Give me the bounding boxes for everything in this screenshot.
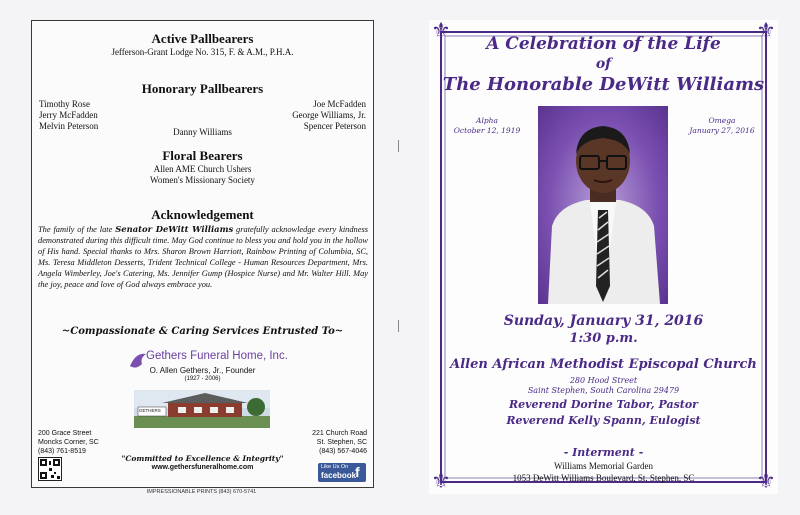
address-line: (843) 567-4046 <box>319 448 367 455</box>
interment-place: Williams Memorial Garden <box>553 461 654 471</box>
address-line: (843) 761-8519 <box>38 448 86 455</box>
ack-body: gratefully acknowledge every kindness demonstrated during this difficult time. May God continue to bless you and hold you in the hollow of His hand. Special thanks to Mrs. Sharon Brown Harriott, Rainbow Printing of Columbia, SC, Ms. Teresa Middleton Desserts, Trident Technical College - Human Resources Department, Mrs. Angela Wimberley, Joe's Catering, Ms. Jennifer Gump (Hospice Nurse) and Mr. Walter Hill. May the joy, peace and love of God always embrace you. <box>38 225 368 289</box>
active-pallbearers-lodge: Jefferson-Grant Lodge No. 315, F. & A.M., P.H.A. <box>111 47 294 57</box>
facebook-badge[interactable] <box>318 463 366 482</box>
active-pallbearers-title: Active Pallbearers <box>151 31 254 46</box>
list-item: Joe McFadden <box>313 99 366 109</box>
fleur-de-lis-icon: ⚜ <box>756 19 776 44</box>
interment-address: 1053 DeWitt Williams Boulevard, St. Stephen, SC <box>512 473 695 483</box>
portrait-photo <box>538 106 668 304</box>
list-item: Melvin Peterson <box>39 121 99 131</box>
service-date: Sunday, January 31, 2016 <box>503 313 704 329</box>
fleur-de-lis-icon: ⚜ <box>431 19 451 44</box>
facebook-like-label: Like Us On <box>321 464 349 470</box>
list-item: Timothy Rose <box>39 99 90 109</box>
back-panel <box>31 20 374 488</box>
address-line: 221 Church Road <box>312 430 367 437</box>
fold-mark-top <box>398 140 399 152</box>
list-item: Allen AME Church Ushers <box>153 164 252 174</box>
list-item: Women's Missionary Society <box>150 175 255 185</box>
alpha-label: Alpha <box>476 116 498 125</box>
floral-bearers-list <box>32 164 373 186</box>
fold-mark-bottom <box>398 320 399 332</box>
floral-bearers-title: Floral Bearers <box>162 148 243 163</box>
funeral-home-motto: "Committed to Excellence & Integrity" <box>121 454 284 463</box>
omega-block <box>684 116 760 136</box>
facebook-icon: f <box>355 464 360 480</box>
ack-lead: The family of the late <box>38 225 116 234</box>
list-item: Spencer Peterson <box>303 121 366 131</box>
funeral-home-name: Gethers Funeral Home, Inc. <box>146 350 288 362</box>
service-time: 1:30 p.m. <box>569 331 638 346</box>
funeral-home-founder: O. Allen Gethers, Jr., Founder <box>149 366 256 375</box>
eulogist-name: Reverend Kelly Spann, Eulogist <box>506 414 701 427</box>
fleur-de-lis-icon: ⚜ <box>431 469 451 494</box>
celebration-title: A Celebration of the Life <box>486 34 721 54</box>
title-of: of <box>595 56 612 72</box>
pastor-name: Reverend Dorine Tabor, Pastor <box>509 398 698 411</box>
address-line: Moncks Corner, SC <box>38 439 99 446</box>
front-cover <box>429 20 778 494</box>
address-moncks-corner <box>38 429 99 456</box>
funeral-home-tagline: ~Compassionate & Caring Services Entrusted To~ <box>61 326 344 337</box>
list-item: George Williams, Jr. <box>292 110 366 120</box>
omega-label: Omega <box>708 116 736 125</box>
acknowledgement-text <box>38 224 368 290</box>
funeral-home-website[interactable]: www.gethersfuneralhome.com <box>151 464 254 471</box>
funeral-home-photo <box>134 390 270 428</box>
alpha-block <box>449 116 525 136</box>
honorary-pallbearers-title: Honorary Pallbearers <box>141 81 264 96</box>
building-sign: GETHERS <box>139 408 161 413</box>
acknowledgement-title: Acknowledgement <box>151 207 254 222</box>
church-name: Allen African Methodist Episcopal Church <box>450 357 757 372</box>
facebook-wordmark: facebook <box>321 471 357 480</box>
deceased-name: The Honorable DeWitt Williams <box>442 74 765 95</box>
founder-years: (1927 - 2006) <box>184 376 221 382</box>
interment-title: - Interment - <box>563 446 644 459</box>
fleur-de-lis-icon: ⚜ <box>756 469 776 494</box>
printer-credit: IMPRESSIONABLE PRINTS (843) 670-5741 <box>146 489 257 495</box>
birth-date: October 12, 1919 <box>453 126 521 135</box>
death-date: January 27, 2016 <box>689 126 755 135</box>
ack-deceased-name: Senator DeWitt Williams <box>115 224 234 234</box>
church-address-street: 280 Hood Street <box>569 376 638 385</box>
address-line: 200 Grace Street <box>38 430 92 437</box>
church-address-city: Saint Stephen, South Carolina 29479 <box>527 386 680 395</box>
list-item: Jerry McFadden <box>39 110 98 120</box>
address-st-stephen <box>286 429 367 456</box>
honorary-center-name: Danny Williams <box>173 127 232 137</box>
address-line: St. Stephen, SC <box>316 439 367 446</box>
